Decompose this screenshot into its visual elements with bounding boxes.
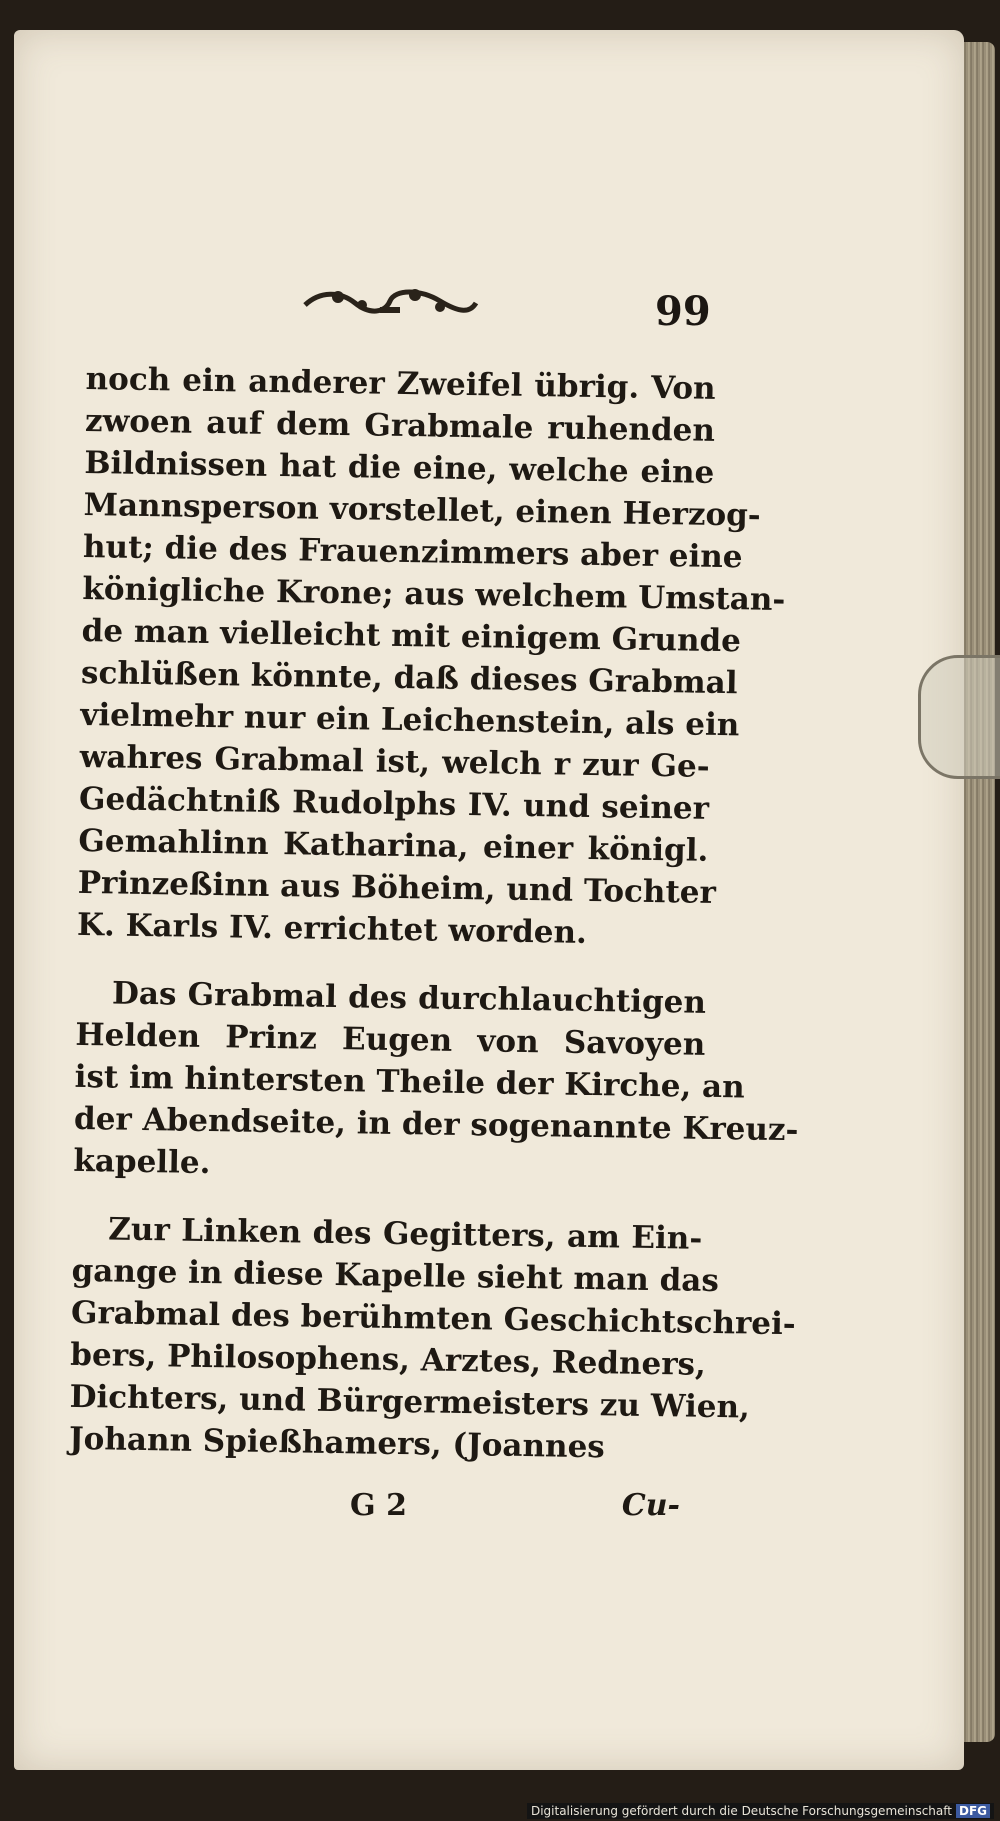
catchword: Cu- [621, 1488, 680, 1523]
text-line: Zur Linken des Gegitters, am Ein- [108, 1211, 703, 1257]
text-line: Gedächtniß Rudolphs IV. und seiner [78, 780, 710, 827]
credit-text: Digitalisierung gefördert durch die Deutsche Forschungsgemeinschaft [530, 1804, 952, 1818]
text-line: der Abendseite, in der sogenannte Kreuz- [73, 1100, 799, 1149]
text-line: Mannsperson vorstellet, einen Herzog- [83, 486, 761, 534]
paragraph-3 [68, 1208, 796, 1470]
signature-mark: G 2 [350, 1488, 407, 1523]
text-line: schlüßen könnte, daß dieses Grabmal [80, 654, 738, 702]
text-line: gange in diese Kapelle sieht man das [71, 1252, 720, 1300]
paragraph-2 [73, 972, 799, 1192]
text-line: Prinzeßinn aus Böheim, und Tochter [77, 864, 717, 911]
decorative-ornament [300, 283, 480, 319]
text-line: Dichters, und Bürgermeisters zu Wien, [69, 1378, 751, 1426]
digitization-credit [527, 1803, 994, 1819]
text-line: Grabmal des berühmten Geschichtschrei- [70, 1294, 796, 1343]
dfg-logo-icon: DFG [956, 1804, 990, 1818]
text-line: Johann Spießhamers, (Joannes [68, 1420, 606, 1466]
text-line: bers, Philosophens, Arztes, Redners, [70, 1336, 707, 1383]
text-line: ist im hintersten Theile der Kirche, an [74, 1058, 746, 1106]
text-line: noch ein anderer Zweifel übrig. Von [85, 360, 716, 407]
text-line: kapelle. [73, 1142, 211, 1182]
text-line: K. Karls IV. errichtet worden. [76, 906, 588, 951]
text-line: Das Grabmal des durchlauchtigen [111, 975, 707, 1021]
text-line: de man vielleicht mit einigem Grunde [81, 612, 742, 660]
page-footer-marks [350, 1488, 680, 1528]
text-line: königliche Krone; aus welchem Umstan- [82, 570, 786, 619]
body-text [68, 358, 799, 1496]
text-line: zwoen auf dem Grabmale ruhenden [84, 402, 716, 449]
text-line: vielmehr nur ein Leichenstein, als ein [80, 696, 740, 744]
paragraph-1 [76, 358, 786, 956]
page-clip [918, 655, 1000, 779]
text-line: wahres Grabmal ist, welch r zur Ge- [79, 738, 710, 785]
text-line: Bildnissen hat die eine, welche eine [84, 444, 715, 491]
page-number: 99 [655, 288, 711, 335]
text-line: hut; die des Frauenzimmers aber eine [82, 528, 743, 576]
text-line: Helden Prinz Eugen von Savoyen [75, 1016, 706, 1063]
text-line: Gemahlinn Katharina, einer königl. [78, 822, 709, 869]
